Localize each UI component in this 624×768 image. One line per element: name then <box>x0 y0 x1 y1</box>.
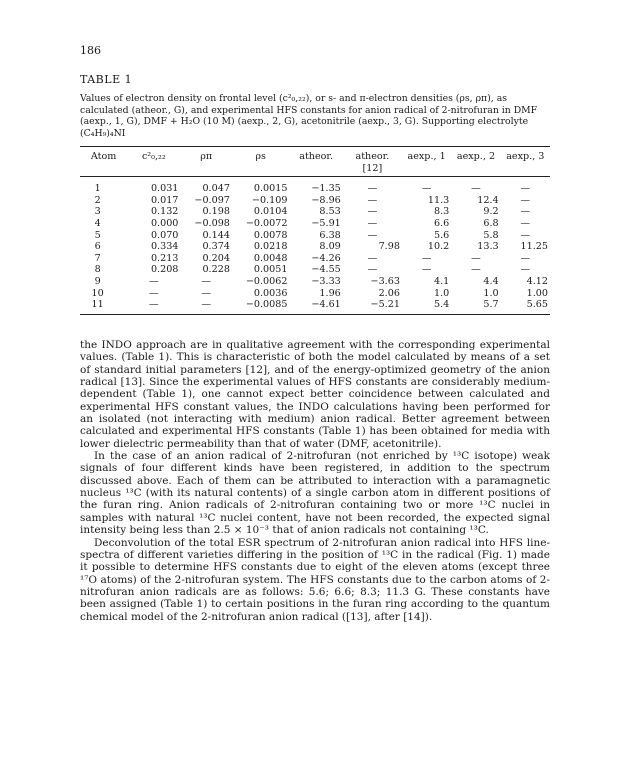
cell-a-exp-3: — <box>520 194 531 206</box>
cell-rho-s: 0.0036 <box>253 287 288 299</box>
cell-a-exp-1: 6.6 <box>434 217 450 229</box>
cell-a-exp-1: 1.0 <box>434 287 450 299</box>
cell-atom: 7 <box>94 252 101 264</box>
page-number: 186 <box>80 44 101 57</box>
cell-rho-s: 0.0104 <box>253 206 288 218</box>
cell-c2: — <box>149 275 159 287</box>
cell-rho-s: −0.109 <box>251 194 288 206</box>
cell-rho-s: −0.0062 <box>245 275 288 287</box>
cell-a-theor-12: — <box>367 217 378 229</box>
cell-a-theor-12: 2.06 <box>378 287 400 299</box>
cell-a-exp-1: — <box>421 183 432 195</box>
cell-a-theor-12: −3.63 <box>370 275 400 287</box>
cell-atom: 9 <box>94 275 101 287</box>
header-c2: c²₀,₂₂ <box>127 147 180 177</box>
cell-rho-pi: 0.198 <box>202 206 230 218</box>
cell-a-theor: 6.38 <box>319 229 341 241</box>
cell-a-exp-3: 11.25 <box>520 241 548 253</box>
cell-rho-s: 0.0078 <box>253 229 288 241</box>
cell-a-theor-12: — <box>367 229 378 241</box>
cell-a-theor: −4.55 <box>311 264 341 276</box>
cell-a-exp-3: — <box>520 206 531 218</box>
header-atom: Atom <box>80 147 127 177</box>
cell-rho-pi: — <box>180 299 232 314</box>
header-a-theor-12: atheor. [12] <box>343 147 402 177</box>
cell-a-theor: 8.53 <box>319 206 341 218</box>
cell-a-exp-3: 1.00 <box>526 287 548 299</box>
cell-atom: 8 <box>94 264 101 276</box>
cell-a-exp-1: 5.4 <box>402 299 451 314</box>
cell-a-theor: 8.09 <box>319 241 341 253</box>
cell-a-exp-2: 9.2 <box>483 206 499 218</box>
cell-c2: 0.031 <box>150 183 179 195</box>
cell-rho-pi: 0.144 <box>202 229 230 241</box>
cell-a-exp-3: — <box>520 217 531 229</box>
cell-c2: 0.017 <box>150 194 179 206</box>
cell-a-exp-1: 5.6 <box>434 229 450 241</box>
cell-atom: 10 <box>91 287 104 299</box>
cell-rho-s: −0.0072 <box>245 217 288 229</box>
cell-a-theor: −5.91 <box>311 217 341 229</box>
cell-atom: 1 <box>94 183 101 195</box>
cell-a-theor-12: — <box>367 264 378 276</box>
table-head <box>80 147 550 177</box>
table-label: TABLE 1 <box>80 73 133 86</box>
cell-a-theor-12: — <box>367 183 378 195</box>
cell-a-theor: −8.96 <box>311 194 341 206</box>
cell-atom: 6 <box>94 241 101 253</box>
cell-rho-pi: — <box>201 287 211 299</box>
cell-c2: — <box>149 287 159 299</box>
cell-a-exp-3: — <box>520 183 531 195</box>
cell-a-theor: −3.33 <box>311 275 341 287</box>
cell-rho-s: 0.0218 <box>253 241 288 253</box>
cell-rho-pi: −0.097 <box>194 194 230 206</box>
table-row <box>80 264 550 276</box>
table-row <box>80 195 550 207</box>
cell-a-exp-3: — <box>520 229 531 241</box>
paragraph-1: the INDO approach are in qualitative agreement with the corresponding experimental values. (Table 1). This is characteristic of both the model calculated by means of a set of standard initial parameters [12], and of the energy-optimized geometry of the anion radical [13]. Since the experimental values of HFS constants are considerably medium-dependent (Table 1), one cannot expect better coincidence between calculated and experimental HFS constant values, the INDO calculations having been performed for an isolated (not interacting with medium) anion radical. Better agreement between calculated and experimental HFS constants (Table 1) has been obtained for media with lower dielectric permeability than that of water (DMF, acetonitrile). <box>80 339 550 450</box>
cell-a-exp-1: 8.3 <box>434 206 450 218</box>
cell-a-theor-12: 7.98 <box>378 241 400 253</box>
table-row <box>80 206 550 218</box>
cell-atom: 2 <box>94 194 101 206</box>
cell-rho-s: 0.0048 <box>253 252 288 264</box>
cell-a-theor: 1.96 <box>319 287 341 299</box>
cell-c2: 0.132 <box>150 206 179 218</box>
cell-a-exp-1: 11.3 <box>427 194 450 206</box>
cell-a-exp-2: — <box>471 252 481 264</box>
cell-rho-pi: 0.204 <box>202 252 230 264</box>
table-row <box>80 276 550 288</box>
cell-a-exp-2: 12.4 <box>477 194 499 206</box>
cell-rho-s: 0.0015 <box>253 183 288 195</box>
table-body <box>80 177 550 315</box>
body-text <box>80 339 550 623</box>
cell-a-exp-3: 5.65 <box>501 299 550 314</box>
cell-c2: 0.208 <box>150 264 179 276</box>
cell-c2: 0.213 <box>150 252 179 264</box>
cell-a-exp-2: 6.8 <box>483 217 499 229</box>
cell-a-theor-12: — <box>367 206 378 218</box>
cell-a-theor: −1.35 <box>311 183 341 195</box>
cell-a-theor-12: −5.21 <box>343 299 402 314</box>
cell-rho-s: 0.0051 <box>253 264 288 276</box>
cell-rho-pi: 0.228 <box>202 264 230 276</box>
cell-c2: 0.334 <box>150 241 179 253</box>
cell-atom: 5 <box>94 229 101 241</box>
header-a-exp-3: aexp., 3 <box>501 147 550 177</box>
cell-a-exp-2: — <box>471 183 481 195</box>
cell-atom: 3 <box>94 206 101 218</box>
cell-a-exp-1: — <box>421 264 432 276</box>
cell-a-exp-1: — <box>421 252 432 264</box>
cell-c2: 0.070 <box>150 229 179 241</box>
table-row <box>80 218 550 230</box>
cell-atom: 4 <box>94 217 101 229</box>
cell-a-theor-12: — <box>367 194 378 206</box>
header-a-exp-2: aexp., 2 <box>451 147 500 177</box>
cell-a-exp-2: 4.4 <box>483 275 499 287</box>
paragraph-3: Deconvolution of the total ESR spectrum of 2-nitrofuran anion radical into HFS line-spectra of different varieties differing in the position of ¹³C in the radical (Fig. 1) made it possible to determine HFS constants due to eight of the eleven atoms (except three ¹⁷O atoms) of the 2-nitrofuran system. The HFS constants due to the carbon atoms of 2-nitrofuran anion radicals are as follows: 5.6; 6.6; 8.3; 11.3 G. These constants have been assigned (Table 1) to certain positions in the furan ring according to the quantum chemical model of the 2-nitrofuran anion radical ([13], after [14]). <box>80 536 550 623</box>
cell-atom: 11 <box>80 299 127 314</box>
cell-rho-pi: 0.047 <box>202 183 230 195</box>
paragraph-2: In the case of an anion radical of 2-nitrofuran (not enriched by ¹³C isotope) weak signals of four different kinds have been registered, in addition to the spectrum discussed above. Each of them can be attributed to interaction with a paramagnetic nucleus ¹³C (with its natural contents) of a single carbon atom in different positions of the furan ring. Anion radicals of 2-nitrofuran containing two or more ¹³C nuclei in samples with natural ¹³C nuclei content, have not been recorded, the expected signal intensity being less than 2.5 × 10⁻³ that of anion radicals not containing ¹³C. <box>80 450 550 537</box>
cell-c2: — <box>127 299 180 314</box>
table-row <box>80 288 550 300</box>
header-rho-s: ρs <box>232 147 290 177</box>
cell-a-exp-1: 10.2 <box>427 241 450 253</box>
table-row <box>80 253 550 265</box>
cell-a-exp-2: 5.8 <box>483 229 499 241</box>
cell-a-theor: −4.26 <box>311 252 341 264</box>
cell-a-exp-2: 13.3 <box>477 241 499 253</box>
table-row <box>80 299 550 314</box>
header-a-exp-1: aexp., 1 <box>402 147 451 177</box>
data-table <box>80 146 550 315</box>
header-a-theor: atheor. <box>289 147 342 177</box>
table-row <box>80 177 550 195</box>
cell-rho-s: −0.0085 <box>232 299 290 314</box>
cell-a-exp-1: 4.1 <box>434 275 450 287</box>
cell-rho-pi: — <box>201 275 211 287</box>
table-row <box>80 241 550 253</box>
header-rho-pi: ρπ <box>180 147 232 177</box>
cell-c2: 0.000 <box>150 217 179 229</box>
table-caption: Values of electron density on frontal level (c²₀,₂₂), or s- and π-electron densities (ρs, ρπ), as calculated (atheor., G), and experimental HFS constants for anion radical of 2-nitrofuran in DMF (aexp., 1, G), DMF + H₂O (10 M) (aexp., 2, G), acetonitrile (aexp., 3, G). Supporting electrolyte (C₄H₉)₄NI <box>80 93 538 139</box>
cell-rho-pi: −0.098 <box>194 217 230 229</box>
cell-a-theor: −4.61 <box>289 299 342 314</box>
cell-a-exp-3: 4.12 <box>526 275 548 287</box>
table-row <box>80 230 550 242</box>
cell-a-exp-2: — <box>471 264 481 276</box>
cell-a-exp-2: 5.7 <box>451 299 500 314</box>
cell-a-exp-3: — <box>520 264 531 276</box>
table-header-row <box>80 147 550 177</box>
cell-a-exp-3: — <box>520 252 531 264</box>
cell-a-exp-2: 1.0 <box>483 287 499 299</box>
cell-rho-pi: 0.374 <box>202 241 230 253</box>
cell-a-theor-12: — <box>367 252 378 264</box>
